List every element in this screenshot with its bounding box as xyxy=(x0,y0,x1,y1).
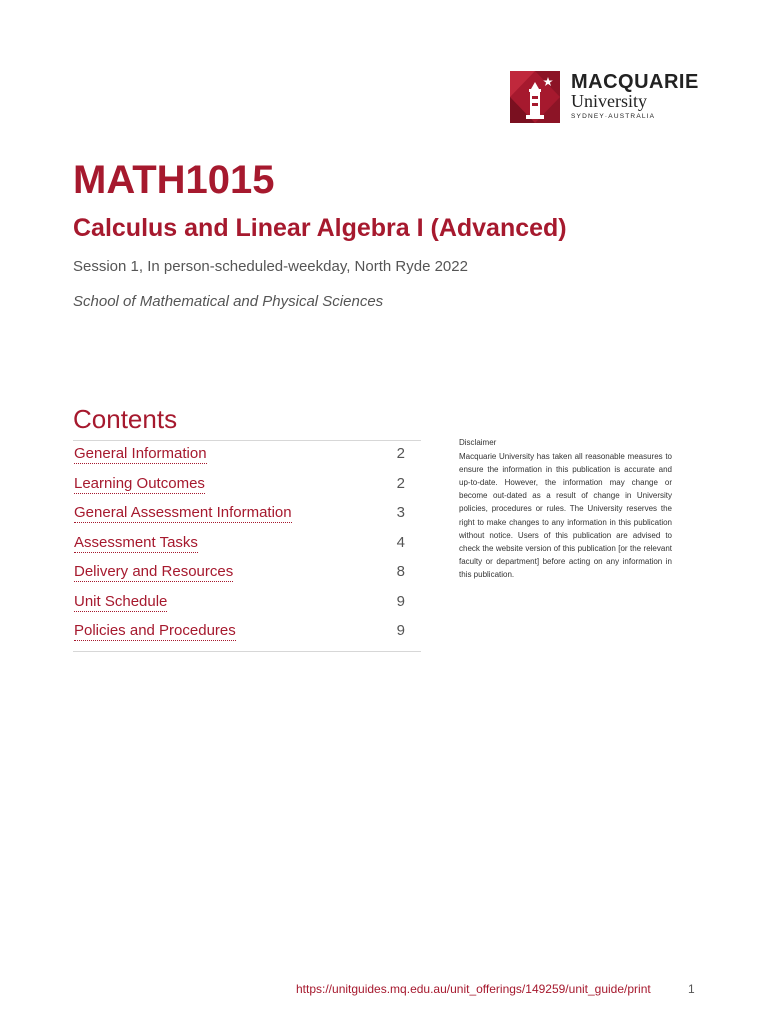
disclaimer xyxy=(459,436,672,581)
toc-link-policies-and-procedures[interactable]: Policies and Procedures xyxy=(74,622,236,639)
toc-row-general-assessment-information xyxy=(73,500,421,530)
logo-subtitle: University xyxy=(571,91,647,111)
toc-page-number: 4 xyxy=(396,533,405,551)
toc-link-delivery-and-resources[interactable]: Delivery and Resources xyxy=(74,563,234,580)
toc-link-general-assessment-information[interactable]: General Assessment Information xyxy=(74,504,292,521)
toc-link-assessment-tasks[interactable]: Assessment Tasks xyxy=(74,533,198,551)
toc-page-number: 2 xyxy=(396,445,405,462)
toc-row-policies-and-procedures xyxy=(73,618,421,648)
toc-row-delivery-and-resources xyxy=(73,559,421,589)
disclaimer-text: Macquarie University has taken all reasonable measures to ensure the information in this publication is accurate and up-to-date. However, the information may change or become out-dated as a result of change in University policies, procedures or rules. The University reserves the right to make changes to any information in this publication without notice. Users of this publication are advised to check the website version of this publication [or the relevant faculty or department] before acting on any information in this publication. xyxy=(459,452,672,579)
toc-page-number: 9 xyxy=(396,592,405,610)
toc-link-unit-schedule[interactable]: Unit Schedule xyxy=(74,592,168,610)
toc-link-learning-outcomes[interactable]: Learning Outcomes xyxy=(74,474,205,492)
toc-row-learning-outcomes xyxy=(73,471,421,501)
toc-page-number: 3 xyxy=(396,504,405,521)
disclaimer-title: Disclaimer xyxy=(459,438,497,447)
toc-page-number: 2 xyxy=(396,474,405,492)
toc-page-number: 9 xyxy=(396,622,405,639)
logo-location: SYDNEY·AUSTRALIA xyxy=(571,113,656,120)
toc-row-unit-schedule xyxy=(73,589,421,619)
contents-heading: Contents xyxy=(73,404,178,434)
school-name: School of Mathematical and Physical Sciences xyxy=(73,293,384,310)
university-logo xyxy=(510,71,700,125)
table-of-contents xyxy=(73,440,421,652)
toc-row-general-information xyxy=(73,441,421,471)
toc-link-general-information[interactable]: General Information xyxy=(74,445,207,462)
logo-name: MACQUARIE xyxy=(571,71,699,93)
footer-page-number: 1 xyxy=(688,982,695,996)
logo-wordmark xyxy=(571,71,699,120)
lighthouse-shield-icon xyxy=(510,71,560,123)
unit-code: MATH1015 xyxy=(73,158,275,202)
toc-row-assessment-tasks xyxy=(73,530,421,560)
unit-title: Calculus and Linear Algebra I (Advanced) xyxy=(73,214,567,242)
footer-url-link[interactable]: https://unitguides.mq.edu.au/unit_offerings/149259/unit_guide/print xyxy=(296,982,651,996)
toc-page-number: 8 xyxy=(396,563,405,580)
session-info: Session 1, In person-scheduled-weekday, North Ryde 2022 xyxy=(73,258,468,275)
